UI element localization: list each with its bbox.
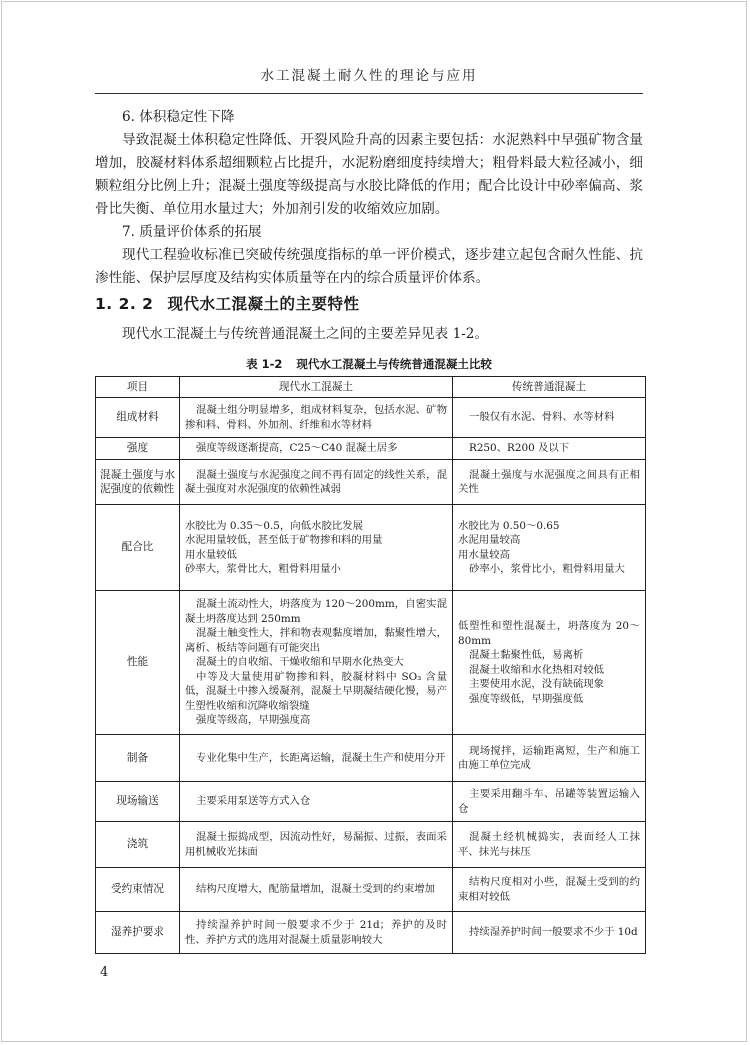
modern-cell	[180, 438, 453, 460]
modern-line: 强度等级高，早期强度高	[196, 714, 311, 727]
traditional-cell	[453, 591, 646, 735]
table-row	[96, 591, 646, 735]
traditional-cell	[453, 912, 646, 954]
comparison-table	[95, 376, 646, 954]
table-caption	[95, 356, 643, 372]
row-item: 配合比	[96, 505, 180, 591]
traditional-line: 用水量较高	[458, 548, 510, 561]
row-item: 强度	[96, 438, 180, 460]
row-item: 制备	[96, 735, 180, 782]
modern-line: 混凝土强度与水泥强度之间不再有固定的线性关系，混凝土强度对水泥强度的依赖性减弱	[185, 468, 447, 495]
body-text	[95, 106, 643, 290]
table-header-row	[96, 377, 646, 398]
modern-cell	[180, 591, 453, 735]
traditional-line: 主要采用翻斗车、吊罐等装置运输入仓	[458, 788, 640, 815]
intro-paragraph: 现代水工混凝土与传统普通混凝土之间的主要差异见表 1-2。	[122, 326, 489, 342]
traditional-line: 持续湿养护时间一般要求不少于 10d	[469, 926, 638, 939]
modern-line: 主要采用泵送等方式入仓	[196, 795, 311, 808]
modern-cell	[180, 460, 453, 505]
table-row	[96, 735, 646, 782]
row-item: 受约束情况	[96, 868, 180, 912]
modern-line: 水泥用量较低，甚至低于矿物掺和料的用量	[185, 534, 383, 546]
traditional-line: 现场搅拌，运输距离短，生产和施工由施工单位完成	[458, 744, 640, 771]
traditional-line: 低塑性和塑性混凝土，坍落度为 20～80mm	[458, 620, 640, 647]
row-item: 浇筑	[96, 822, 180, 868]
table-row	[96, 782, 646, 822]
modern-line: 混凝土组分明显增多，组成材料复杂，包括水泥、矿物掺和料、骨料、外加剂、纤维和水等材料	[185, 404, 447, 431]
modern-line: 混凝土触变性大，拌和物表观黏度增加，黏聚性增大，离析、板结等问题有可能突出	[185, 627, 447, 654]
modern-cell	[180, 868, 453, 912]
section-title: 现代水工混凝土的主要特性	[167, 295, 360, 313]
paragraph-body-6: 导致混凝土体积稳定性降低、开裂风险升高的因素主要包括：水泥熟料中早强矿物含量增加，胶凝材料体系超细颗粒占比提升，水泥粉磨细度持续增大；粗骨料最大粒径减小，细颗粒组分比例上升；混凝土强度等级提高与水胶比降低的作用；配合比设计中砂率偏高、浆骨比失衡、单位用水量过大；外加剂引发的收缩效应加剧。	[95, 132, 643, 217]
modern-cell	[180, 505, 453, 591]
modern-cell	[180, 398, 453, 438]
traditional-line: 强度等级低，早期强度低	[469, 692, 584, 705]
table-row	[96, 912, 646, 954]
table-row	[96, 822, 646, 868]
traditional-line: 结构尺度相对小些，混凝土受到的约束相对较低	[458, 876, 640, 903]
traditional-line: 混凝土经机械捣实，表面经人工抹平、抹光与抹压	[458, 831, 640, 858]
traditional-cell	[453, 398, 646, 438]
traditional-line: 混凝土黏聚性低，易离析	[469, 649, 584, 661]
header-item: 项目	[96, 377, 180, 398]
row-item: 性能	[96, 591, 180, 735]
table-caption-title: 现代水工混凝土与传统普通混凝土比较	[296, 357, 492, 371]
traditional-cell	[453, 735, 646, 782]
modern-line: 水胶比为 0.35～0.5，向低水胶比发展	[185, 519, 364, 532]
row-item: 湿养护要求	[96, 912, 180, 954]
header-rule	[95, 93, 643, 94]
traditional-cell	[453, 822, 646, 868]
traditional-cell	[453, 438, 646, 460]
modern-cell	[180, 735, 453, 782]
paragraph-body-7: 现代工程验收标准已突破传统强度指标的单一评价模式，逐步建立起包含耐久性能、抗渗性能、保护层厚度及结构实体质量等在内的综合质量评价体系。	[95, 247, 643, 286]
traditional-line: 砂率小，浆骨比小，粗骨料用量大	[469, 563, 625, 575]
page-number: 4	[100, 965, 109, 980]
traditional-cell	[453, 505, 646, 591]
row-item: 组成材料	[96, 398, 180, 438]
traditional-line: 主要使用水泥，没有缺硫现象	[469, 678, 605, 690]
table-caption-number: 表 1-2	[246, 357, 283, 371]
row-item: 混凝土强度与水泥强度的依赖性	[96, 460, 180, 505]
table-row	[96, 868, 646, 912]
section-heading	[95, 292, 643, 314]
table-row	[96, 460, 646, 505]
modern-line: 用水量较低	[185, 548, 237, 561]
modern-line: 混凝土流动性大，坍落度为 120～200mm，自密实混凝土坍落度达到 250mm	[185, 598, 447, 625]
paragraph-heading-7: 7. 质量评价体系的拓展	[122, 224, 262, 240]
modern-line: 专业化集中生产，长距离运输，混凝土生产和使用分开	[196, 751, 446, 764]
traditional-line: 一般仅有水泥、骨料、水等材料	[469, 411, 615, 424]
modern-cell	[180, 782, 453, 822]
header-traditional: 传统普通混凝土	[453, 377, 646, 398]
traditional-line: 混凝土强度与水泥强度之间具有正相关性	[458, 468, 640, 495]
modern-line: 砂率大，浆骨比大，粗骨料用量小	[185, 563, 341, 575]
traditional-line: 水泥用量较高	[458, 534, 521, 546]
traditional-line: 混凝土收缩和水化热相对较低	[469, 663, 605, 676]
modern-line: 持续湿养护时间一般要求不少于 21d；养护的及时性、养护方式的选用对混凝土质量影响较大	[185, 919, 447, 946]
traditional-line: 水胶比为 0.50～0.65	[458, 519, 560, 532]
table-row	[96, 505, 646, 591]
modern-cell	[180, 822, 453, 868]
modern-cell	[180, 912, 453, 954]
modern-line: 混凝土振捣成型，因流动性好，易漏振、过振，表面采用机械收光抹面	[185, 831, 447, 858]
section-number: 1. 2. 2	[95, 295, 154, 313]
table-row	[96, 438, 646, 460]
traditional-line: R250、R200 及以下	[469, 442, 570, 455]
modern-line: 强度等级逐渐提高，C25～C40 混凝土居多	[196, 442, 398, 455]
table-row	[96, 398, 646, 438]
modern-line: 中等及大量使用矿物掺和料，胶凝材料中 SO₃ 含量低，混凝土中掺入缓凝剂，混凝土早期凝结硬化慢，易产生塑性收缩和沉降收缩裂缝	[185, 670, 447, 712]
running-head: 水工混凝土耐久性的理论与应用	[260, 68, 478, 84]
header-modern: 现代水工混凝土	[180, 377, 453, 398]
paragraph-heading-6: 6. 体积稳定性下降	[122, 109, 235, 125]
traditional-cell	[453, 460, 646, 505]
row-item: 现场输送	[96, 782, 180, 822]
modern-line: 结构尺度增大，配筋量增加，混凝土受到的约束增加	[196, 883, 435, 896]
modern-line: 混凝土的自收缩、干燥收缩和早期水化热变大	[196, 656, 404, 669]
traditional-cell	[453, 782, 646, 822]
traditional-cell	[453, 868, 646, 912]
